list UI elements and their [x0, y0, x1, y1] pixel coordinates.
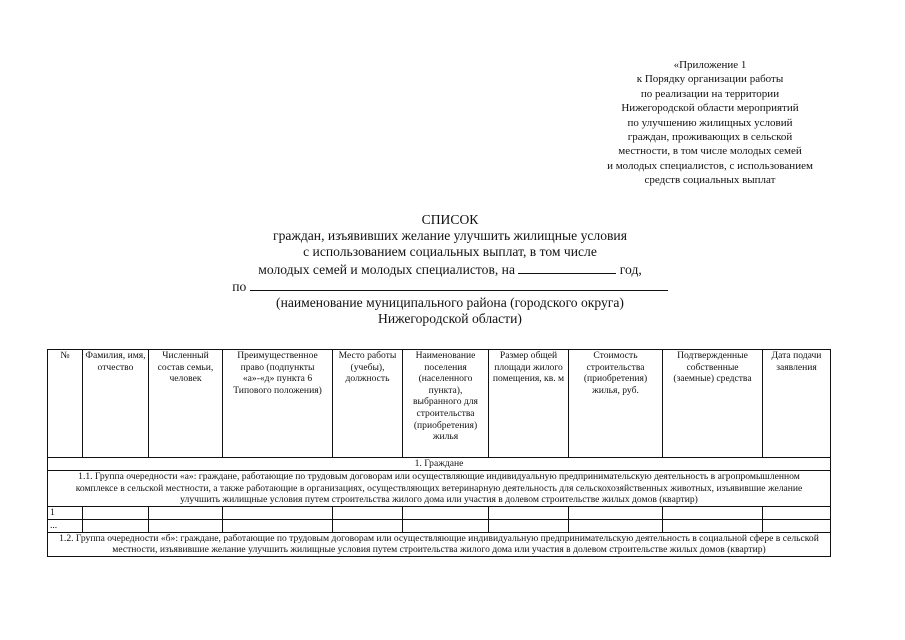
group-row: [48, 471, 831, 507]
column-header: №: [48, 350, 83, 458]
column-header: Наименование поселения (населенного пункта), выбранного для строительства (приобретения) жилья: [403, 350, 489, 458]
column-header: Фамилия, имя, отчество: [83, 350, 149, 458]
table-cell: [333, 519, 403, 532]
annex-line: местности, в том числе молодых семей: [618, 145, 802, 158]
row-number: ...: [48, 519, 83, 532]
group-b-description: 1.2. Группа очередности «б»: граждане, работающие по трудовым договорам или осуществляющие индивидуальную предпринимательскую деятельность в социальной сфере в сельской местности, изъявившие желание улучшить жилищные условия путем строительства жилого дома или участия в долевом строительстве жилых домов (квартир): [48, 532, 831, 556]
table-row: [48, 506, 831, 519]
table-cell: [663, 506, 763, 519]
column-header: Размер общей площади жилого помещения, кв. м: [489, 350, 569, 458]
annex-line: по реализации на территории: [640, 87, 780, 100]
column-header: Преимущественное право (подпункты «а»-«д» пункта 6 Типового положения): [223, 350, 333, 458]
annex-line: граждан, проживающих в сельской: [627, 131, 793, 144]
title-year-suffix: год,: [619, 261, 642, 277]
table-cell: [489, 519, 569, 532]
annex-line: Нижегородской области мероприятий: [621, 102, 799, 115]
table-cell: [223, 506, 333, 519]
table-cell: [489, 506, 569, 519]
column-header: Подтвержденные собственные (заемные) средства: [663, 350, 763, 458]
table-cell: [663, 519, 763, 532]
table-cell: [149, 519, 223, 532]
title-line: (наименование муниципального района (городского округа): [276, 295, 624, 311]
group-a-description: 1.1. Группа очередности «а»: граждане, работающие по трудовым договорам или осуществляющие индивидуальную предпринимательскую деятельность в агропромышленном комплексе в сельской местности, а также работающие в организациях, осуществляющих ветеринарную деятельность для сельскохозяйственных животных, изъявившие желание улучшить жилищные условия путем строительства жилого дома или участия в долевом строительстве жилых домов (квартир): [48, 471, 831, 507]
year-blank: [518, 261, 616, 274]
annex-line: средств социальных выплат: [644, 174, 776, 187]
title-line-district: [160, 278, 740, 295]
table-cell: [403, 519, 489, 532]
table-cell: [83, 506, 149, 519]
column-header: Стоимость строительства (приобретения) жилья, руб.: [569, 350, 663, 458]
title-po-prefix: по: [232, 278, 247, 294]
column-header: Численный состав семьи, человек: [149, 350, 223, 458]
table-cell: [569, 519, 663, 532]
title-line: Нижегородской области): [378, 311, 522, 327]
title-line: с использованием социальных выплат, в том числе: [303, 244, 597, 260]
table-header-row: [48, 350, 831, 458]
annex-line: к Порядку организации работы: [636, 73, 784, 86]
title-line: граждан, изъявивших желание улучшить жилищные условия: [273, 228, 627, 244]
group-row: [48, 532, 831, 556]
table-cell: [763, 519, 831, 532]
title-line-year: [160, 261, 740, 278]
table-cell: [149, 506, 223, 519]
section-title: 1. Граждане: [48, 458, 831, 471]
table-cell: [569, 506, 663, 519]
table-cell: [763, 506, 831, 519]
row-number: 1: [48, 506, 83, 519]
annex-line: по улучшению жилищных условий: [627, 116, 793, 129]
citizens-table: [47, 349, 831, 557]
section-row: [48, 458, 831, 471]
column-header: Место работы (учебы), должность: [333, 350, 403, 458]
title-year-prefix: молодых семей и молодых специалистов, на: [258, 261, 515, 277]
table-cell: [333, 506, 403, 519]
column-header: Дата подачи заявления: [763, 350, 831, 458]
table-row: [48, 519, 831, 532]
annex-header: [560, 58, 860, 188]
document-title: [160, 212, 740, 327]
annex-line: и молодых специалистов, с использованием: [607, 159, 813, 172]
table-cell: [223, 519, 333, 532]
annex-line: «Приложение 1: [673, 59, 747, 71]
district-blank: [250, 278, 668, 291]
table-cell: [83, 519, 149, 532]
table-cell: [403, 506, 489, 519]
title-heading: СПИСОК: [421, 212, 479, 227]
